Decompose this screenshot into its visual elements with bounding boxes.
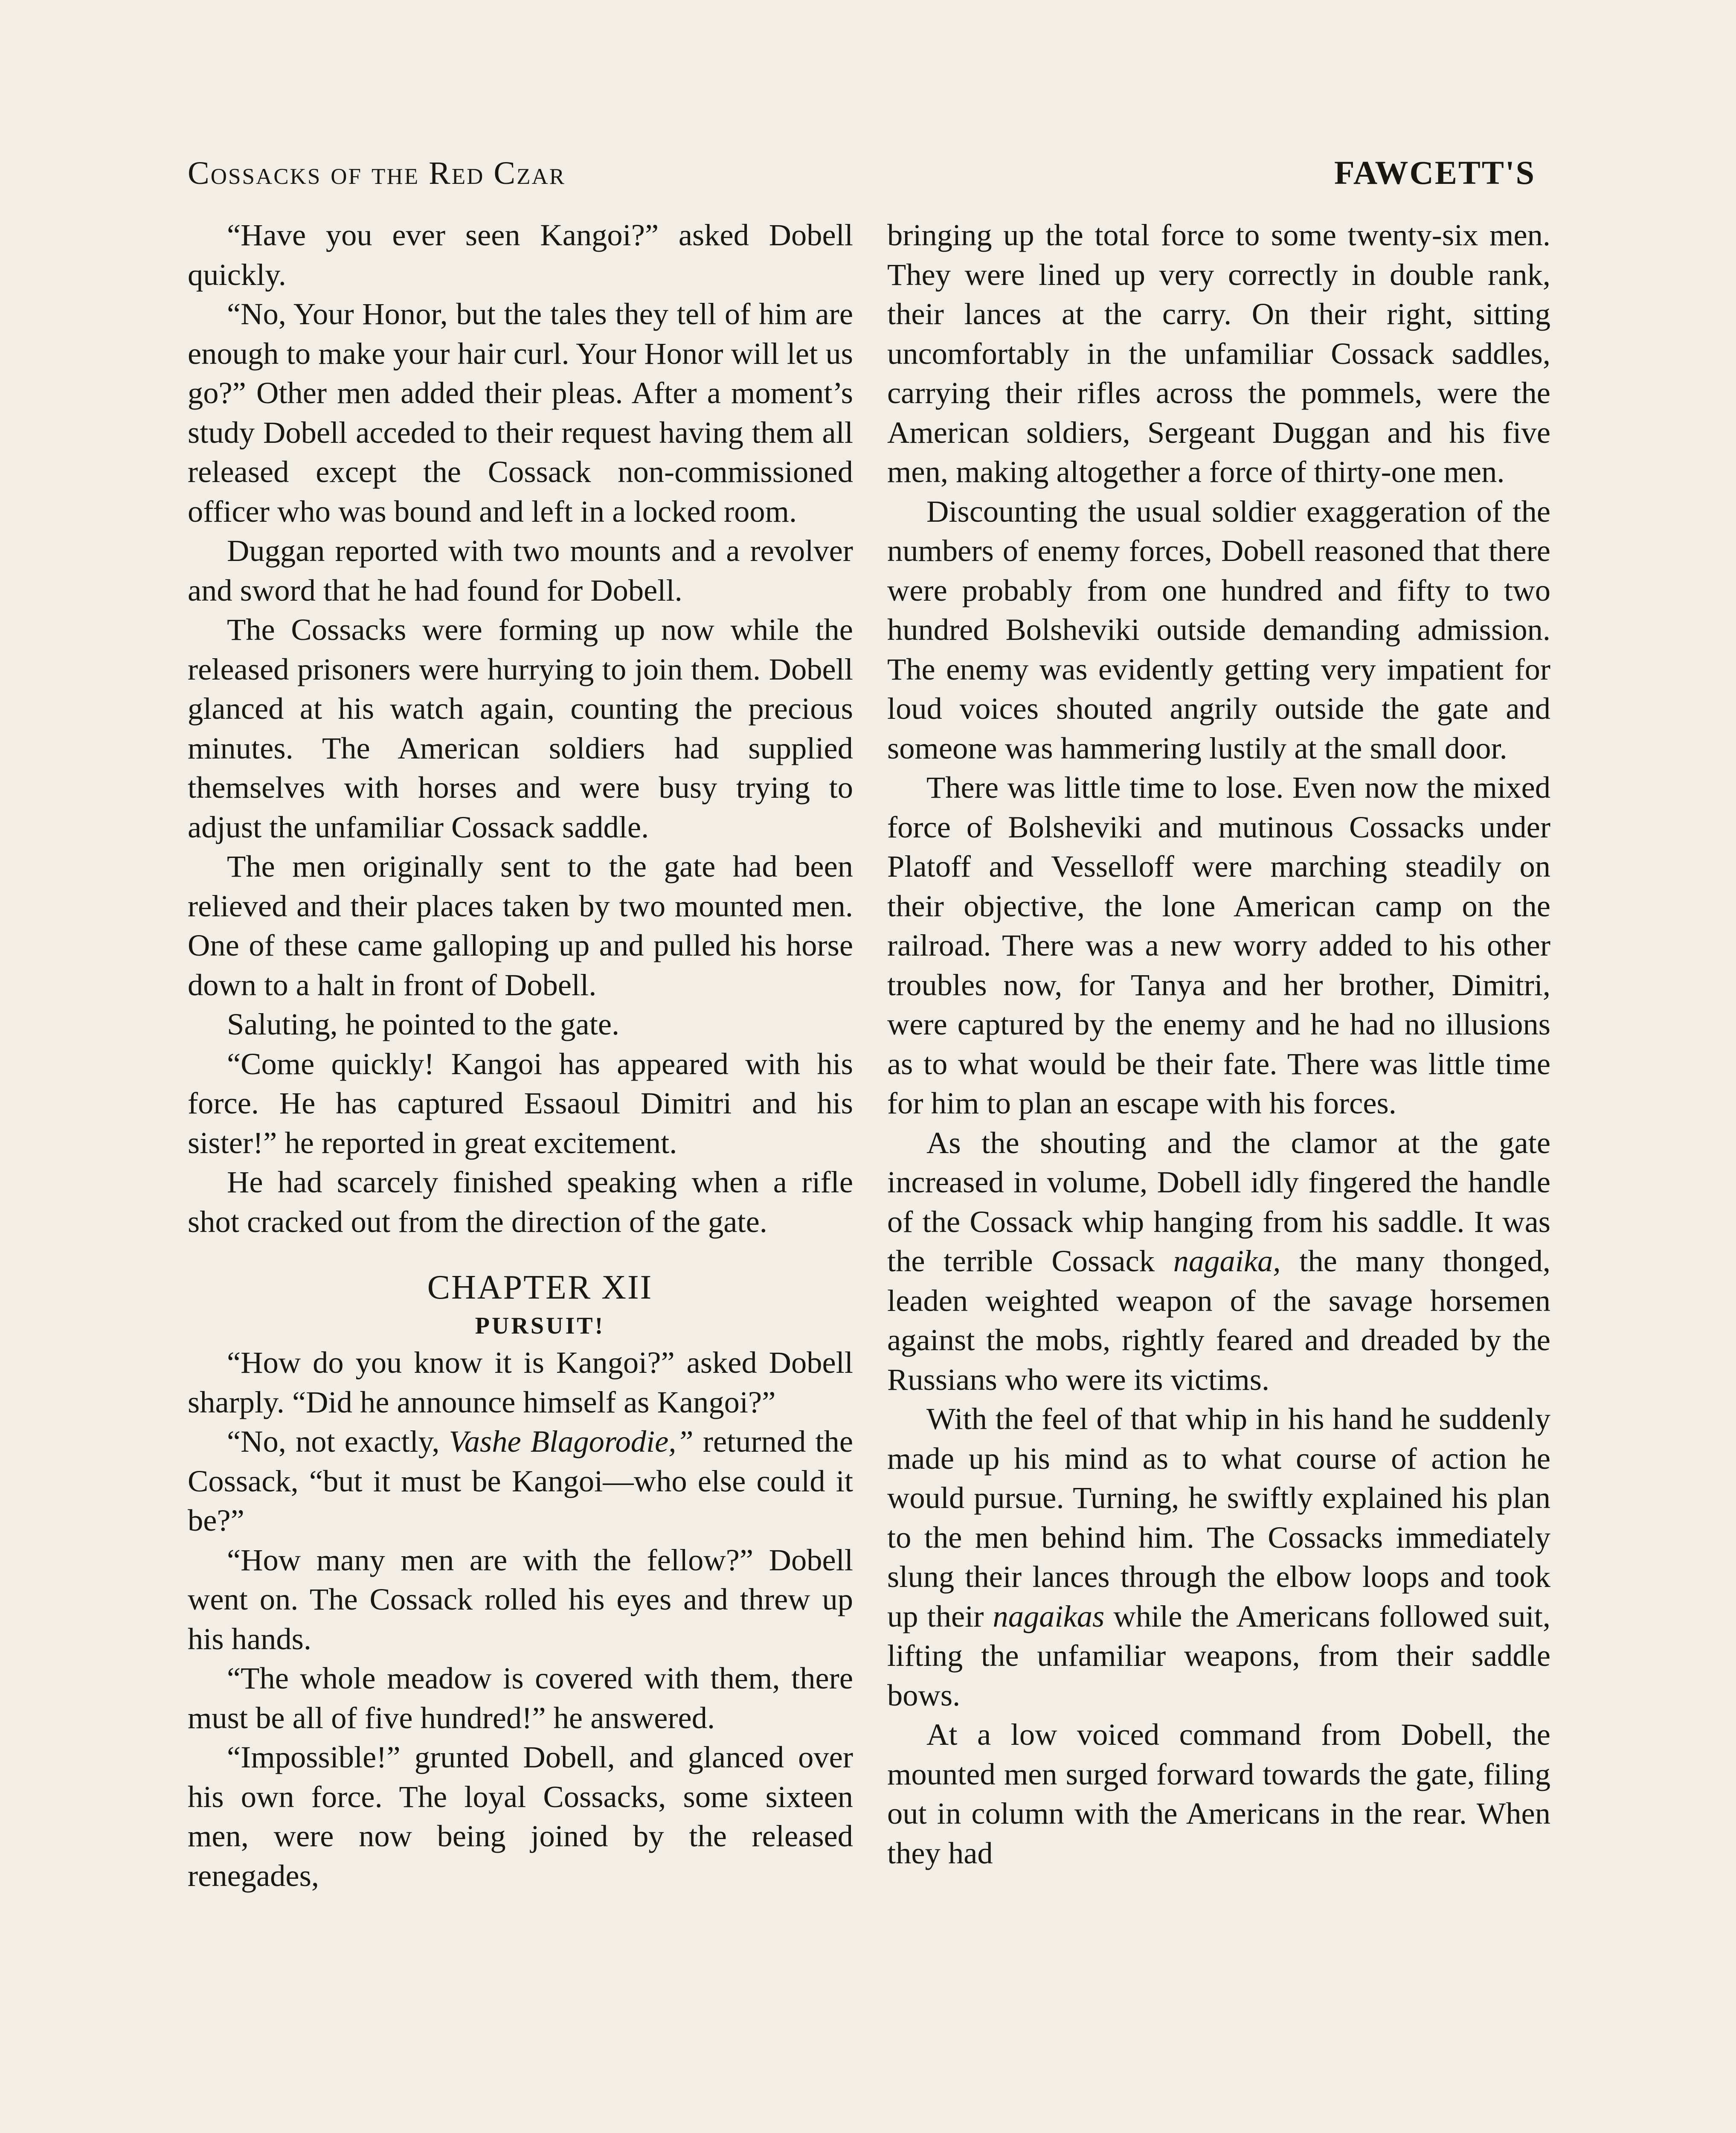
paragraph: “The whole meadow is covered with them, there must be all of five hundred!” he answered. [188,1661,853,1735]
paragraph: Discounting the usual soldier exaggeration of the numbers of enemy forces, Dobell reasoned that there were probably from one hundred and fifty to two hundred Bolsheviki outside demanding admission. The enemy was evidently getting very impatient for loud voices shouted angrily outside the gate and someone was hammering lustily at the small door. [887,494,1550,765]
paragraph: “How many men are with the fellow?” Dobell went on. The Cossack rolled his eyes and threw up his hands. [188,1542,853,1656]
left-text-column [188,215,853,1895]
paragraph [887,1123,1550,1400]
paragraph: “Come quickly! Kangoi has appeared with his force. He has captured Essaoul Dimitri and his sister!” he reported in great excitement. [188,1046,853,1160]
story-title-header: Cossacks of the Red Czar [188,155,566,191]
paragraph: At a low voiced command from Dobell, the mounted men surged forward towards the gate, filing out in column with the Americans in the rear. When they had [887,1717,1550,1870]
paragraph [188,1422,853,1540]
text-run: returned the Cossack, “but it must be Kangoi—who else could it be?” [188,1424,853,1537]
paragraph: Duggan reported with two mounts and a revolver and sword that he had found for Dobell. [188,533,853,607]
paragraph: There was little time to lose. Even now the mixed force of Bolsheviki and mutinous Cossacks under Platoff and Vesselloff were marching steadily on their objective, the lone American camp on the railroad. There was a new worry added to his other troubles now, for Tanya and her brother, Dimitri, were captured by the enemy and he had no illusions as to what would be their fate. There was little time for him to plan an escape with his forces. [887,770,1550,1120]
text-run: “No, not exactly, [227,1424,449,1459]
paragraph: Saluting, he pointed to the gate. [227,1007,620,1041]
paragraph: bringing up the total force to some twenty-six men. They were lined up very correctly in double rank, their lances at the carry. On their right, sitting uncomfortably in the unfamiliar Cossack saddles, carrying their rifles across the pommels, were the American soldiers, Sergeant Duggan and his five men, making altogether a force of thirty-one men. [887,218,1550,489]
chapter-title: CHAPTER XII [427,1269,653,1306]
paragraph: “No, Your Honor, but the tales they tell of him are enough to make your hair curl. Your Honor will let us go?” Other men added their pleas. After a moment’s study Dobell acceded to their request having them all released except the Cossack non-commissioned officer who was bound and left in a locked room. [188,296,853,529]
magazine-name-header: FAWCETT'S [1334,154,1536,191]
chapter-subtitle: PURSUIT! [475,1313,605,1339]
text-run: As the shouting and the clamor at the gate increased in volume, Dobell idly fingered the handle of the Cossack whip hanging from his saddle. It was the terrible Cossack [887,1125,1550,1278]
chapter-heading [188,1266,853,1343]
paragraph: The Cossacks were forming up now while the released prisoners were hurrying to join them. Dobell glanced at his watch again, counting the precious minutes. The American soldiers had supplied themselves with horses and were busy trying to adjust the unfamiliar Cossack saddle. [188,612,853,844]
italic-text: nagaikas [993,1598,1105,1633]
paragraph: “Impossible!” grunted Dobell, and glanced over his own force. The loyal Cossacks, some sixteen men, were now being joined by the released renegades, [188,1740,853,1893]
text-run: the many thonged, leaden weighted weapon of the savage horsemen against the mobs, rightly feared and dreaded by the Russians who were its victims. [887,1244,1550,1397]
paragraph: He had scarcely finished speaking when a rifle shot cracked out from the direction of the gate. [188,1165,853,1239]
paragraph [887,1399,1550,1715]
paragraph: “How do you know it is Kangoi?” asked Dobell sharply. “Did he announce himself as Kangoi?” [188,1345,853,1419]
right-text-column [887,215,1550,1873]
paragraph: The men originally sent to the gate had been relieved and their places taken by two mounted men. One of these came galloping up and pulled his horse down to a halt in front of Dobell. [188,849,853,1002]
running-head [188,145,1536,192]
italic-text: Vashe Blagorodie,” [449,1424,694,1459]
paragraph: “Have you ever seen Kangoi?” asked Dobell quickly. [188,218,853,292]
text-run: while the Americans followed suit, lifting the unfamiliar weapons, from their saddle bows. [887,1598,1550,1712]
italic-text: nagaika, [1173,1244,1281,1278]
text-run: With the feel of that whip in his hand he suddenly made up his mind as to what course of action he would pursue. Turning, he swiftly explained his plan to the men behind him. The Cossacks immediately slung their lances through the elbow loops and took up their [887,1401,1550,1633]
